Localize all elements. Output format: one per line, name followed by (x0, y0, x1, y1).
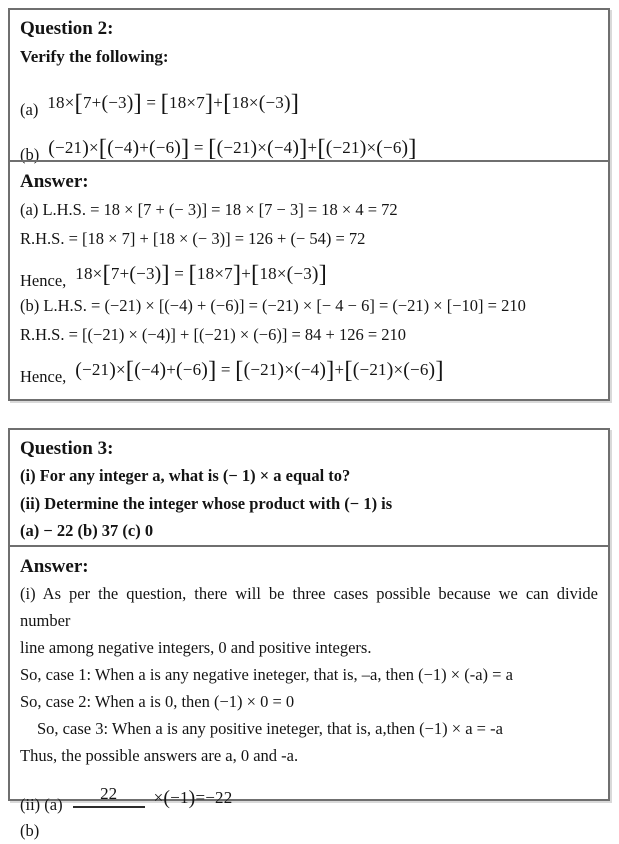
hence-b-formula: (−21)×[(−4)+(−6)] = [(−21)×(−4)]+[(−21)×(−6)] (75, 356, 444, 384)
hence-a-label: Hence, (20, 271, 67, 290)
question3-answer-heading: Answer: (20, 555, 89, 577)
part-iia-label: (ii) (a) (20, 794, 63, 814)
q3-answer-conclusion: Thus, the possible answers are a, 0 and -a. (20, 745, 299, 765)
q3-answer-case-1: So, case 1: When a is any negative ineteger, that is, –a, then (−1) × (-a) = a (20, 664, 513, 684)
question3-answer-section (10, 545, 608, 844)
question3-section (10, 430, 608, 545)
part-b-label: (b) (20, 145, 40, 164)
q3-answer-line-2: line among negative integers, 0 and positive integers. (20, 637, 372, 657)
q2-answer-hence-b (20, 350, 598, 387)
hence-a-formula: 18×[7+(−3)] = [18×7]+[18×(−3)] (75, 260, 328, 288)
q3-line-ii: (ii) Determine the integer whose product with (− 1) is (20, 493, 393, 513)
question3-box (8, 428, 610, 840)
q2-answer-a-rhs: R.H.S. = [18 × 7] + [18 × (− 3)] = 126 + (− 54) = 72 (20, 229, 366, 248)
question2-prompt: Verify the following: (20, 47, 169, 66)
q2-answer-a-lhs: (a) L.H.S. = 18 × [7 + (− 3)] = 18 × [7 − 3] = 18 × 4 = 72 (20, 200, 398, 219)
q2-answer-b-rhs: R.H.S. = [(−21) × (−4)] + [(−21) × (−6)] = 84 + 126 = 210 (20, 325, 407, 344)
question2-section (10, 10, 608, 164)
part-a-label: (a) (20, 100, 39, 119)
part-iia-formula: ×(−1)=−22 (153, 786, 233, 809)
q2-answer-hence-a (20, 254, 598, 291)
q3-answer-part-iia (20, 775, 598, 815)
q2-answer-b-lhs: (b) L.H.S. = (−21) × [(−4) + (−6)] = (−21) × [− 4 − 6] = (−21) × [−10] = 210 (20, 296, 526, 315)
q3-answer-case-3: So, case 3: When a is any positive ineteger, that is, a,then (−1) × a = -a (37, 718, 503, 738)
hence-b-label: Hence, (20, 367, 67, 386)
q3-answer-line-1: (i) As per the question, there will be three cases possible because we can divide number (20, 583, 598, 630)
question2-part-a (20, 84, 598, 120)
part-a-formula: 18×[7+(−3)] = [18×7]+[18×(−3)] (47, 89, 300, 117)
q3-answer-part-b-label: (b) (20, 820, 40, 840)
question2-answer-section (10, 160, 608, 399)
question2-heading: Question 2: (20, 18, 114, 39)
q3-line-options: (a) − 22 (b) 37 (c) 0 (20, 521, 154, 540)
question2-box (8, 8, 610, 401)
question3-heading: Question 3: (20, 438, 114, 459)
q3-line-i: (i) For any integer a, what is (− 1) × a equal to? (20, 466, 351, 485)
part-b-formula: (−21)×[(−4)+(−6)] = [(−21)×(−4)]+[(−21)×(−6)] (48, 134, 417, 162)
q3-answer-case-2: So, case 2: When a is 0, then (−1) × 0 = 0 (20, 691, 295, 711)
part-iia-blank-value: 22 (73, 784, 145, 808)
question2-answer-heading: Answer: (20, 171, 89, 192)
